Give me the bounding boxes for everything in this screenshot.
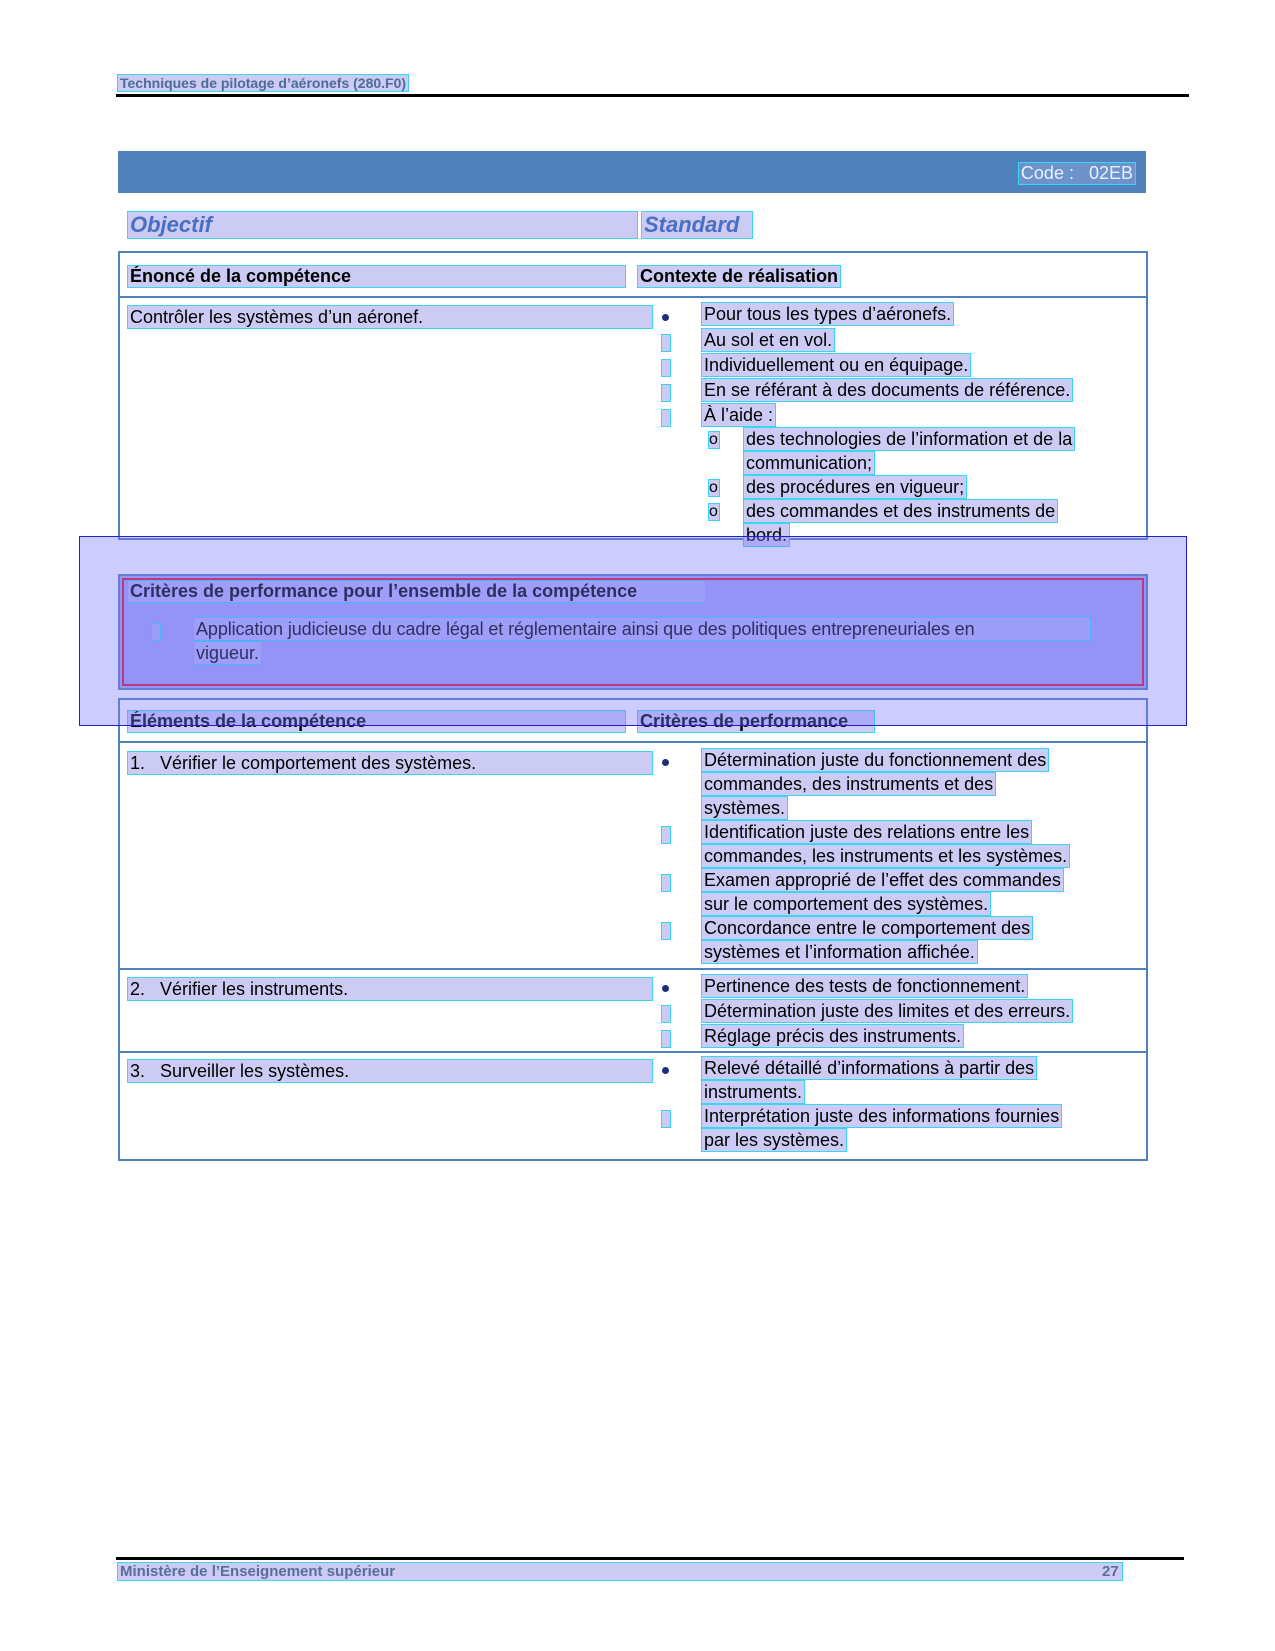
element-row bbox=[128, 1060, 652, 1082]
criterion: Examen approprié de l’effet des commandes bbox=[704, 870, 1061, 890]
criterion: Réglage précis des instruments. bbox=[704, 1026, 962, 1046]
criterion-cont: systèmes. bbox=[704, 798, 786, 818]
criterion: Détermination juste du fonctionnement des bbox=[704, 750, 1047, 770]
bullet-icon bbox=[662, 1067, 669, 1074]
standard-label: Standard bbox=[642, 212, 752, 238]
bullet-icon bbox=[662, 1111, 670, 1127]
element-number: 3. bbox=[130, 1061, 146, 1081]
bullet-icon bbox=[662, 314, 669, 321]
code-bar bbox=[118, 151, 1146, 193]
sub-bullet-icon: o bbox=[709, 479, 718, 496]
context-item: À l’aide : bbox=[704, 405, 774, 425]
bullet-icon bbox=[662, 1031, 670, 1047]
criterion-cont: commandes, les instruments et les systèmes. bbox=[704, 846, 1068, 866]
competency-code: Code : 02EB bbox=[1020, 163, 1133, 183]
context-header: Contexte de réalisation bbox=[640, 266, 839, 286]
context-item: Individuellement ou en équipage. bbox=[704, 355, 969, 375]
bullet-icon bbox=[662, 1006, 670, 1022]
sub-bullet-icon: o bbox=[709, 503, 718, 520]
elements-header: Éléments de la compétence bbox=[128, 711, 625, 732]
context-subitem-cont: communication; bbox=[746, 453, 873, 473]
criterion: Concordance entre le comportement des bbox=[704, 918, 1031, 938]
bullet-icon bbox=[662, 923, 670, 939]
element-number: 1. bbox=[130, 753, 146, 773]
table-divider bbox=[118, 1051, 1148, 1053]
competence-statement: Contrôler les systèmes d’un aéronef. bbox=[128, 306, 652, 328]
context-subitem-cont: bord. bbox=[746, 525, 788, 545]
page-number: 27 bbox=[1102, 1563, 1119, 1580]
global-criteria-item: Application judicieuse du cadre légal et réglementaire ainsi que des politiques entrepreneuriales en bbox=[194, 618, 1090, 640]
criterion-cont: systèmes et l’information affichée. bbox=[704, 942, 975, 962]
element-label: Vérifier les instruments. bbox=[160, 979, 349, 999]
header-rule bbox=[116, 94, 1189, 97]
bullet-icon bbox=[662, 360, 670, 376]
criterion: Pertinence des tests de fonctionnement. bbox=[704, 976, 1026, 996]
context-subitem: des technologies de l’information et de la bbox=[746, 429, 1073, 449]
sub-bullet-icon: o bbox=[709, 431, 718, 448]
criterion-cont: instruments. bbox=[704, 1082, 803, 1102]
objective-label: Objectif bbox=[128, 212, 637, 238]
criterion: Relevé détaillé d’informations à partir des bbox=[704, 1058, 1035, 1078]
element-label: Surveiller les systèmes. bbox=[160, 1061, 350, 1081]
table-divider bbox=[118, 741, 1148, 743]
element-label: Vérifier le comportement des systèmes. bbox=[160, 753, 477, 773]
criteria-header: Critères de performance bbox=[638, 711, 874, 732]
context-item: En se référant à des documents de référence. bbox=[704, 380, 1071, 400]
criterion-cont: commandes, des instruments et des bbox=[704, 774, 994, 794]
element-row bbox=[128, 978, 652, 1000]
criterion: Détermination juste des limites et des erreurs. bbox=[704, 1001, 1071, 1021]
bullet-icon bbox=[662, 985, 669, 992]
bullet-icon bbox=[662, 335, 670, 351]
global-criteria-title: Critères de performance pour l’ensemble de la compétence bbox=[128, 581, 705, 602]
bullet-icon bbox=[662, 875, 670, 891]
table-divider bbox=[118, 296, 1148, 298]
bullet-icon bbox=[662, 385, 670, 401]
criterion-cont: sur le comportement des systèmes. bbox=[704, 894, 989, 914]
footer-rule bbox=[116, 1557, 1184, 1560]
selection-overlay bbox=[79, 536, 1187, 726]
program-title: Techniques de pilotage d’aéronefs (280.F0) bbox=[120, 75, 407, 91]
table-divider bbox=[118, 968, 1148, 970]
criterion: Identification juste des relations entre les bbox=[704, 822, 1030, 842]
criterion: Interprétation juste des informations fournies bbox=[704, 1106, 1060, 1126]
context-item: Au sol et en vol. bbox=[704, 330, 833, 350]
context-subitem: des commandes et des instruments de bbox=[746, 501, 1056, 521]
context-subitem: des procédures en vigueur; bbox=[746, 477, 965, 497]
footer-ministry: Ministère de l’Enseignement supérieur bbox=[118, 1563, 1122, 1580]
global-criteria-item-cont: vigueur. bbox=[196, 643, 260, 663]
criterion-cont: par les systèmes. bbox=[704, 1130, 845, 1150]
element-number: 2. bbox=[130, 979, 146, 999]
bullet-icon bbox=[662, 759, 669, 766]
context-item: Pour tous les types d’aéronefs. bbox=[704, 304, 952, 324]
bullet-icon bbox=[662, 410, 670, 426]
statement-header: Énoncé de la compétence bbox=[128, 266, 625, 287]
bullet-icon bbox=[662, 827, 670, 843]
element-row bbox=[128, 752, 652, 774]
